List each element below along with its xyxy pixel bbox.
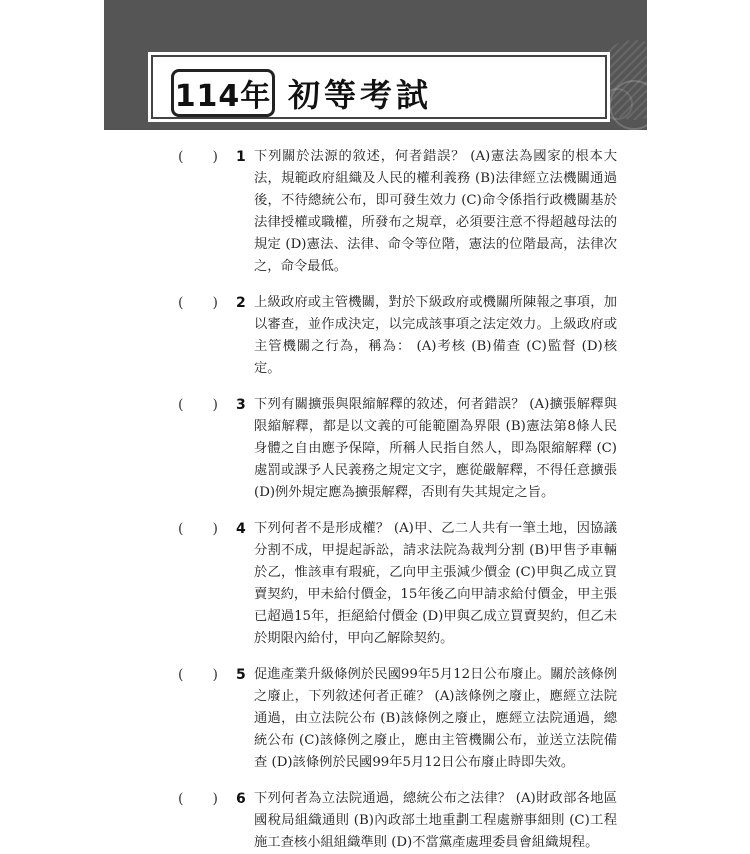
exam-title: 初等考試 <box>288 76 433 114</box>
answer-blank[interactable] <box>178 664 218 686</box>
paren-close: ) <box>212 667 218 683</box>
question-text: 下列何者為立法院通過，總統公布之法律？ (A)財政部各地區國稅局組織通則 (B)內政部土地重劃工程處辦事細則 (C)工程施工查核小組組織準則 (D)不當黨產處理委員會組織規程。 <box>254 791 617 850</box>
paren-open: ( <box>178 397 184 413</box>
question-text: 下列有關擴張與限縮解釋的敘述，何者錯誤？ (A)擴張解釋與限縮解釋，都是以文義的可能範圍為界限 (B)憲法第8條人民身體之自由應予保障，所稱人民指自然人，即為限縮解釋 (C)處罰或課予人民義務之規定文字，應從嚴解釋，不得任意擴張 (D)例外規定應為擴張解釋，否則有失其規定之旨。 <box>254 397 617 500</box>
paren-close: ) <box>212 397 218 413</box>
question-item <box>178 788 618 854</box>
question-item <box>178 146 618 278</box>
question-text: 促進產業升級條例於民國99年5月12日公布廢止。關於該條例之廢止，下列敘述何者正確？ (A)該條例之廢止，應經立法院通過，由立法院公布 (B)該條例之廢止，應經立法院通過，總統公布 (C)該條例之廢止，應由主管機關公布，並送立法院備查 (D)該條例於民國99年5月12日公布廢止時即失效。 <box>254 667 617 770</box>
answer-blank[interactable] <box>178 394 218 416</box>
answer-blank[interactable] <box>178 788 218 810</box>
question-list <box>178 146 618 854</box>
answer-blank[interactable] <box>178 292 218 314</box>
answer-blank[interactable] <box>178 146 218 168</box>
question-number: 1 <box>236 149 246 165</box>
paren-open: ( <box>178 791 184 807</box>
paren-open: ( <box>178 667 184 683</box>
title-frame <box>151 55 607 119</box>
answer-blank[interactable] <box>178 518 218 540</box>
question-number: 5 <box>236 667 246 683</box>
question-item <box>178 664 618 774</box>
paren-close: ) <box>212 149 218 165</box>
paren-close: ) <box>212 791 218 807</box>
paren-open: ( <box>178 149 184 165</box>
paren-close: ) <box>212 521 218 537</box>
year-label: 114年 <box>171 69 275 117</box>
question-number: 4 <box>236 521 246 537</box>
paren-open: ( <box>178 521 184 537</box>
question-item <box>178 394 618 504</box>
title-banner <box>148 52 610 122</box>
paren-open: ( <box>178 295 184 311</box>
question-text: 下列關於法源的敘述，何者錯誤？ (A)憲法為國家的根本大法，規範政府組織及人民的權利義務 (B)法律經立法機關通過後，不待總統公布，即可發生效力 (C)命令係指行政機關基於法律授權或職權，所發布之規章，必須要注意不得超越母法的規定 (D)憲法、法律、命令等位階，憲法的位階最高，法律次之，命令最低。 <box>254 149 617 274</box>
question-item <box>178 292 618 380</box>
question-number: 3 <box>236 397 246 413</box>
paren-close: ) <box>212 295 218 311</box>
question-item <box>178 518 618 650</box>
question-text: 下列何者不是形成權？ (A)甲、乙二人共有一筆土地，因協議分割不成，甲提起訴訟，請求法院為裁判分割 (B)甲售予車輛於乙，惟該車有瑕疵，乙向甲主張減少價金 (C)甲與乙成立買賣契約，甲未給付價金，15年後乙向甲請求給付價金，甲主張已超過15年，拒絕給付價金 (D)甲與乙成立買賣契約，但乙未於期限內給付，甲向乙解除契約。 <box>254 521 617 646</box>
question-number: 6 <box>236 791 246 807</box>
question-number: 2 <box>236 295 246 311</box>
question-text: 上級政府或主管機關，對於下級政府或機關所陳報之事項，加以審查，並作成決定，以完成該事項之法定效力。上級政府或主管機關之行為，稱為： (A)考核 (B)備查 (C)監督 (D)核定。 <box>254 295 617 376</box>
